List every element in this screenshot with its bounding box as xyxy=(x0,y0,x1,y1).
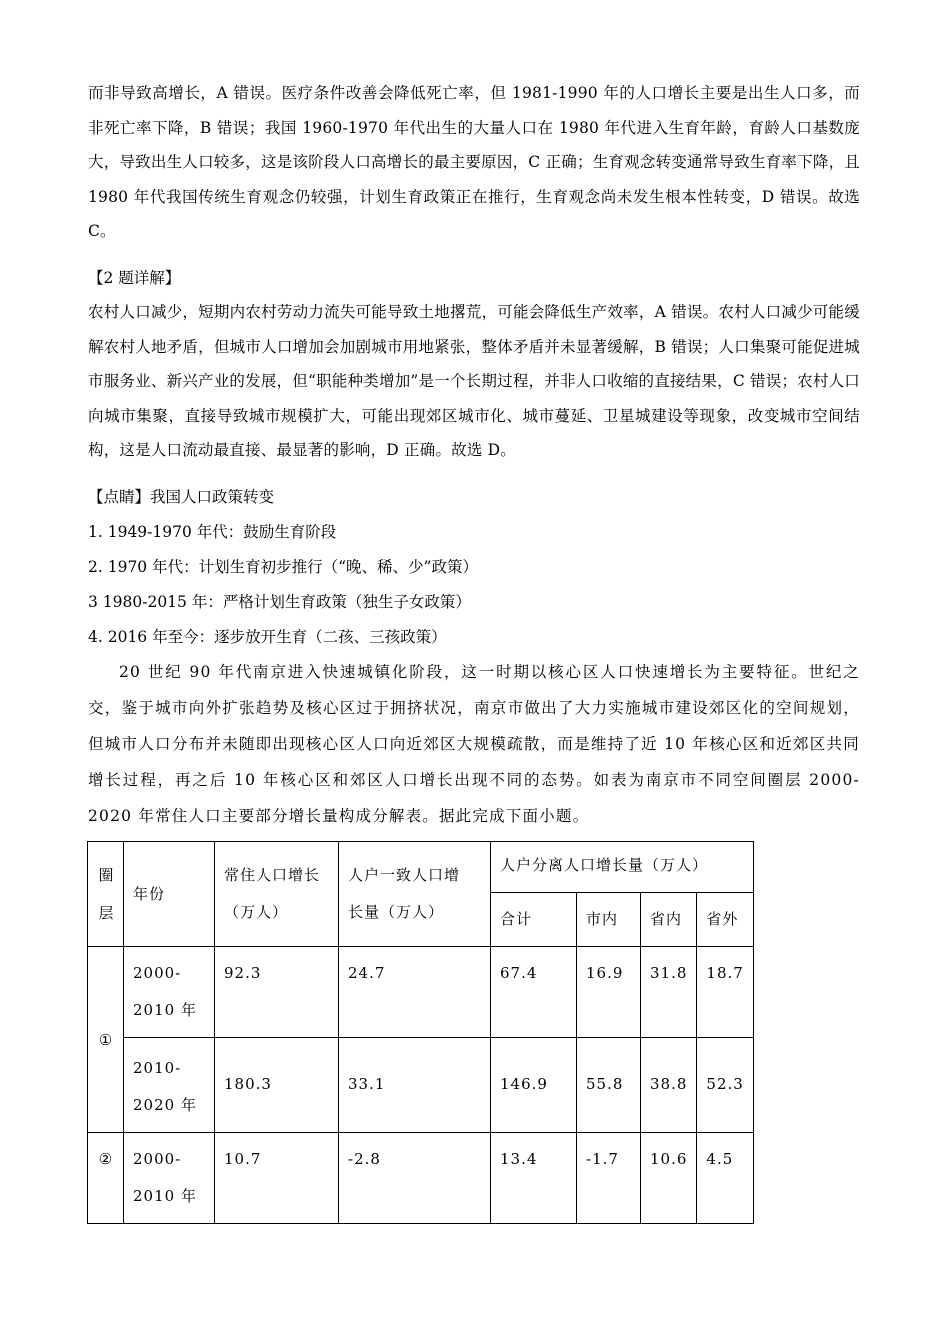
header-ring: 圈层 xyxy=(88,842,124,947)
header-resident: 常住人口增长（万人） xyxy=(215,842,339,947)
in-city-cell: 55.8 xyxy=(577,1038,641,1133)
section-heading-q2: 【2 题详解】 xyxy=(88,269,181,287)
header-year: 年份 xyxy=(124,842,215,947)
ring-cell: ① xyxy=(88,947,124,1133)
ring-cell: ② xyxy=(88,1133,124,1224)
year-cell: 2010-2020 年 xyxy=(124,1038,215,1133)
in-province-cell: 10.6 xyxy=(641,1133,697,1224)
consistent-cell: 24.7 xyxy=(339,947,491,1038)
table-row xyxy=(88,947,754,1038)
consistent-cell: 33.1 xyxy=(339,1038,491,1133)
in-city-cell: -1.7 xyxy=(577,1133,641,1224)
in-province-cell: 38.8 xyxy=(641,1038,697,1133)
dianjing-heading: 【点睛】我国人口政策转变 xyxy=(88,488,275,506)
resident-cell: 92.3 xyxy=(215,947,339,1038)
in-province-cell: 31.8 xyxy=(641,947,697,1038)
header-consistent: 人户一致人口增长量（万人） xyxy=(339,842,491,947)
year-cell: 2000-2010 年 xyxy=(124,947,215,1038)
consistent-cell: -2.8 xyxy=(339,1133,491,1224)
policy-list-item-4: 4. 2016 年至今：逐步放开生育（二孩、三孩政策） xyxy=(88,628,447,646)
question-material-paragraph: 20 世纪 90 年代南京进入快速城镇化阶段，这一时期以核心区人口快速增长为主要特征。世纪之交，鉴于城市向外扩张趋势及核心区过于拥挤状况，南京市做出了大力实施城市建设郊区化的空间规划，但城市人口分布并未随即出现核心区人口向近郊区大规模疏散，而是维持了近 10 年核心区和近郊区共同增长过程，再之后 10 年核心区和郊区人口增长出现不同的态势。如表为南京市不同空间圈层 2000-2020 年常住人口主要部分增长量构成分解表。据此完成下面小题。 xyxy=(88,663,860,825)
header-out-province: 省外 xyxy=(697,893,753,947)
out-province-cell: 18.7 xyxy=(697,947,753,1038)
table-header-row xyxy=(88,842,754,893)
policy-list-item-2: 2. 1970 年代：计划生育初步推行（“晚、稀、少”政策） xyxy=(88,558,478,576)
year-cell: 2000-2010 年 xyxy=(124,1133,215,1224)
header-in-city: 市内 xyxy=(577,893,641,947)
population-growth-table xyxy=(87,841,754,1224)
total-cell: 146.9 xyxy=(491,1038,577,1133)
policy-list-item-3: 3 1980-2015 年：严格计划生育政策（独生子女政策） xyxy=(88,593,471,611)
header-total: 合计 xyxy=(491,893,577,947)
resident-cell: 180.3 xyxy=(215,1038,339,1133)
table-row xyxy=(88,1038,754,1133)
out-province-cell: 4.5 xyxy=(697,1133,753,1224)
total-cell: 67.4 xyxy=(491,947,577,1038)
in-city-cell: 16.9 xyxy=(577,947,641,1038)
header-separated: 人户分离人口增长量（万人） xyxy=(491,842,754,893)
policy-list-item-1: 1. 1949-1970 年代：鼓励生育阶段 xyxy=(88,523,337,541)
answer-paragraph-1: 而非导致高增长，A 错误。医疗条件改善会降低死亡率，但 1981-1990 年的人口增长主要是出生人口多，而非死亡率下降，B 错误；我国 1960-1970 年代出生的大量人口在 1980 年代进入生育年龄，育龄人口基数庞大，导致出生人口较多，这是该阶段人口高增长的最主要原因，C 正确；生育观念转变通常导致生育率下降，且 1980 年代我国传统生育观念仍较强，计划生育政策正在推行，生育观念尚未发生根本性转变，D 错误。故选 C。 xyxy=(88,84,860,240)
total-cell: 13.4 xyxy=(491,1133,577,1224)
resident-cell: 10.7 xyxy=(215,1133,339,1224)
out-province-cell: 52.3 xyxy=(697,1038,753,1133)
header-in-province: 省内 xyxy=(641,893,697,947)
table-row xyxy=(88,1133,754,1224)
answer-paragraph-2: 农村人口减少，短期内农村劳动力流失可能导致土地撂荒，可能会降低生产效率，A 错误。农村人口减少可能缓解农村人地矛盾，但城市人口增加会加剧城市用地紧张，整体矛盾并未显著缓解，B 错误；人口集聚可能促进城市服务业、新兴产业的发展，但“职能种类增加”是一个长期过程，并非人口收缩的直接结果，C 错误；农村人口向城市集聚，直接导致城市规模扩大，可能出现郊区城市化、城市蔓延、卫星城建设等现象，改变城市空间结构，这是人口流动最直接、最显著的影响，D 正确。故选 D。 xyxy=(88,303,860,459)
